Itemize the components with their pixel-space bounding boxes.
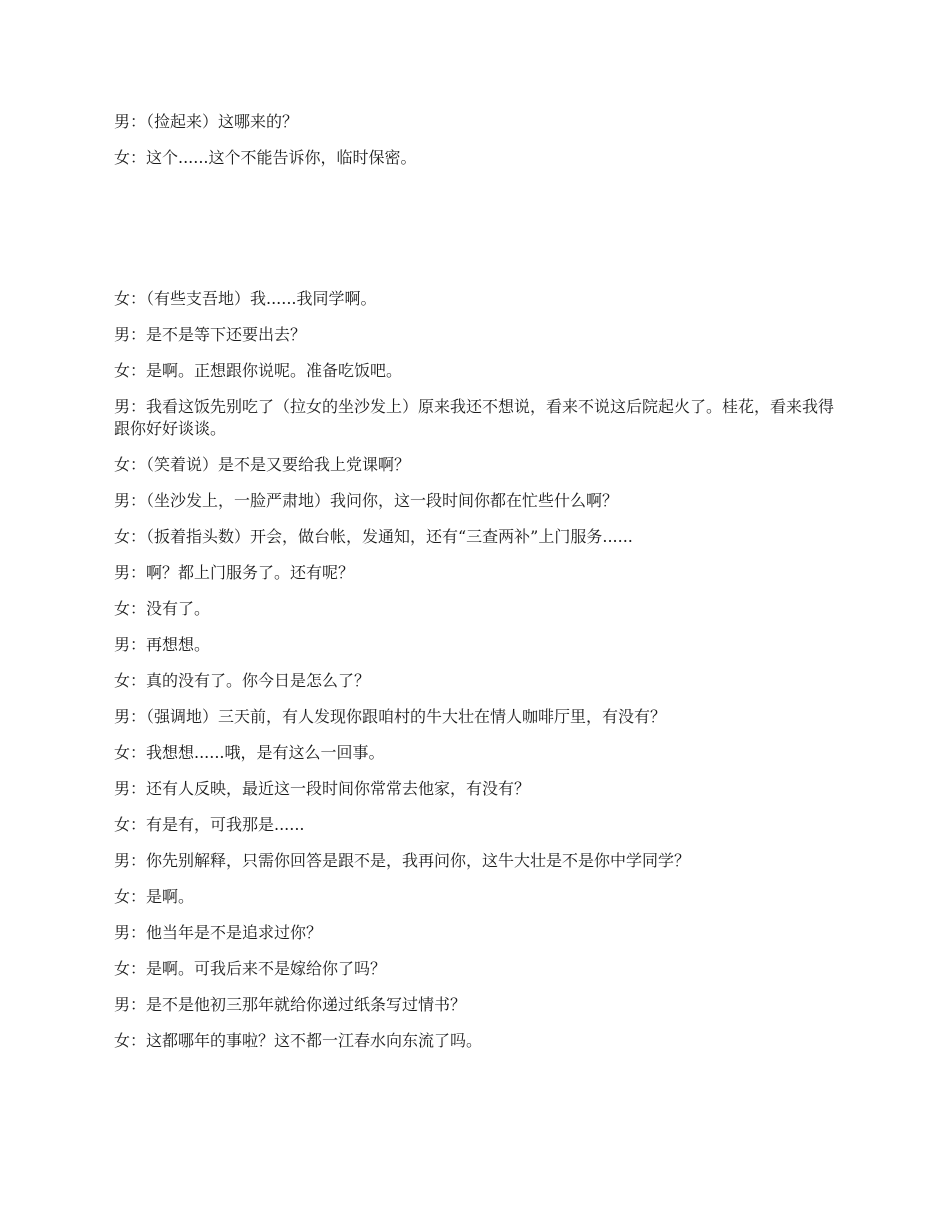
dialogue-line: 男：是不是他初三那年就给你递过纸条写过情书？ xyxy=(114,995,467,1014)
dialogue-line: 女：（扳着指头数）开会，做台帐，发通知，还有“三查两补”上门服务...... xyxy=(114,527,633,546)
dialogue-block-main xyxy=(114,288,844,1066)
dialogue-line: 男：再想想。 xyxy=(114,635,211,654)
dialogue-line: 女：是啊。正想跟你说呢。准备吃饭吧。 xyxy=(114,361,403,380)
dialogue-line: 女：（有些支吾地）我......我同学啊。 xyxy=(114,289,377,308)
dialogue-line: 男：啊？都上门服务了。还有呢？ xyxy=(114,563,355,582)
dialogue-line: 男：他当年是不是追求过你？ xyxy=(114,923,323,942)
dialogue-line: 女：是啊。 xyxy=(114,887,195,906)
dialogue-line: 男：是不是等下还要出去？ xyxy=(114,325,307,344)
dialogue-line: 女：（笑着说）是不是又要给我上党课啊？ xyxy=(114,455,411,474)
dialogue-line: 女：有是有，可我那是...... xyxy=(114,815,305,834)
dialogue-block-top xyxy=(114,111,844,183)
dialogue-line: 女：这个......这个不能告诉你，临时保密。 xyxy=(114,148,417,167)
dialogue-line: 女：这都哪年的事啦？这不都一江春水向东流了吗。 xyxy=(114,1031,483,1050)
dialogue-line: 女：我想想......哦，是有这么一回事。 xyxy=(114,743,385,762)
dialogue-line: 男：你先别解释，只需你回答是跟不是，我再问你，这牛大壮是不是你中学同学？ xyxy=(114,851,691,870)
dialogue-line: 男：（捡起来）这哪来的？ xyxy=(114,112,299,131)
dialogue-line: 男：我看这饭先别吃了（拉女的坐沙发上）原来我还不想说，看来不说这后院起火了。桂花，看来我得跟你好好谈谈。 xyxy=(114,397,835,438)
dialogue-line: 男：（坐沙发上，一脸严肃地）我问你，这一段时间你都在忙些什么啊？ xyxy=(114,491,619,510)
dialogue-line: 女：是啊。可我后来不是嫁给你了吗？ xyxy=(114,959,387,978)
dialogue-line: 男：（强调地）三天前，有人发现你跟咱村的牛大壮在情人咖啡厅里，有没有？ xyxy=(114,707,667,726)
dialogue-line: 女：没有了。 xyxy=(114,599,211,618)
dialogue-line: 女：真的没有了。你今日是怎么了？ xyxy=(114,671,371,690)
dialogue-line: 男：还有人反映，最近这一段时间你常常去他家，有没有？ xyxy=(114,779,531,798)
